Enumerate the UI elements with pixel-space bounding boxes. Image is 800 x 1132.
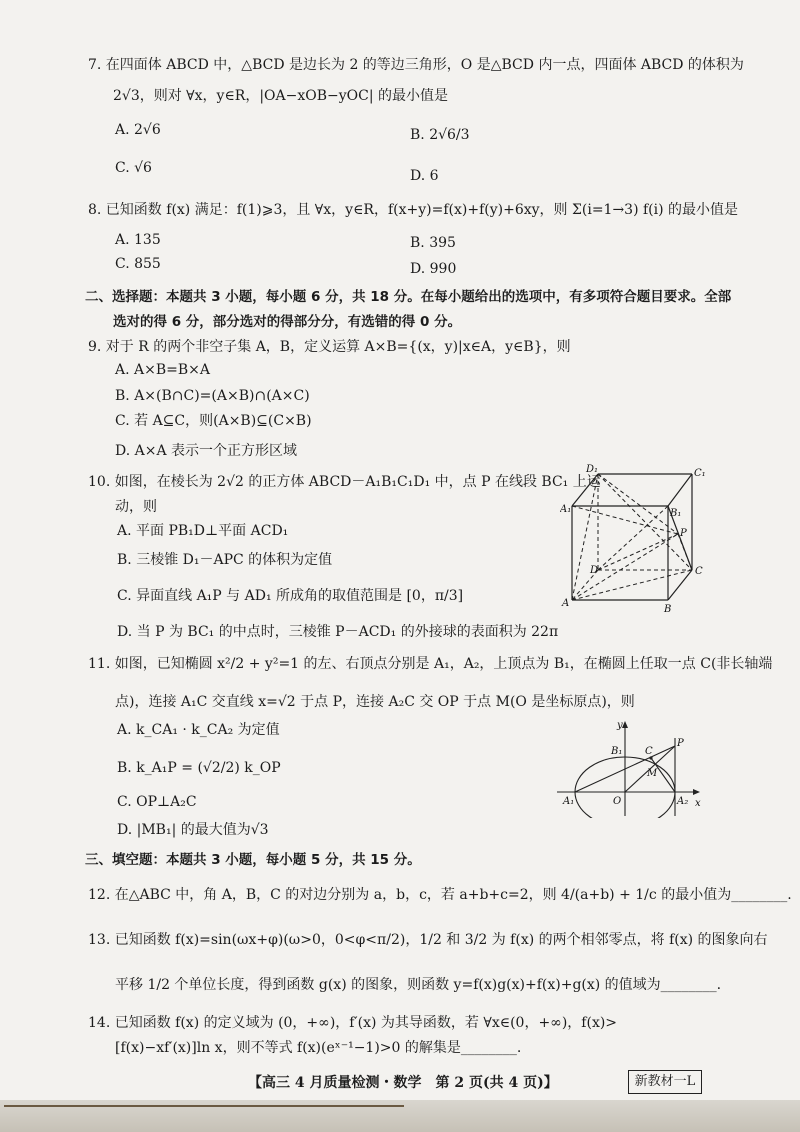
- label-p: P: [680, 528, 687, 539]
- label-b1: B₁: [611, 746, 623, 757]
- q8-option-c: C. 855: [115, 256, 161, 272]
- q7-option-b: B. 2√6/3: [410, 127, 470, 143]
- label-c: C: [645, 746, 653, 757]
- section2-heading-line2: 选对的得 6 分，部分选对的得部分分，有选错的得 0 分。: [113, 314, 462, 330]
- q9-option-b: B. A×(B∩C)=(A×B)∩(A×C): [115, 388, 310, 404]
- label-o: O: [613, 796, 622, 807]
- section3-heading: 三、填空题：本题共 3 小题，每小题 5 分，共 15 分。: [85, 852, 421, 868]
- q11-option-b: B. k_A₁P = (√2/2) k_OP: [117, 760, 281, 776]
- label-a: A: [562, 598, 570, 609]
- q8-option-b: B. 395: [410, 235, 456, 251]
- label-d: D: [590, 565, 599, 576]
- q11-option-a: A. k_CA₁ · k_CA₂ 为定值: [117, 722, 280, 738]
- label-b: B: [664, 604, 672, 614]
- label-a1: A₁: [560, 504, 572, 515]
- q8-option-a: A. 135: [115, 232, 161, 248]
- label-a1: A₁: [563, 796, 575, 807]
- q14-stem-line2: [f(x)−xf′(x)]ln x，则不等式 f(x)(eˣ⁻¹−1)>0 的解集是________.: [115, 1040, 522, 1056]
- q10-stem-line2: 动，则: [115, 499, 157, 515]
- q9-stem: 9. 对于 R 的两个非空子集 A，B，定义运算 A×B={(x，y)|x∈A，y∈B}，则: [88, 339, 571, 355]
- edition-badge: 新教材一L: [628, 1070, 702, 1094]
- q13-stem-line2: 平移 1/2 个单位长度，得到函数 g(x) 的图象，则函数 y=f(x)g(x)+f(x)+g(x) 的值域为________.: [115, 977, 722, 993]
- q11-option-d: D. |MB₁| 的最大值为√3: [117, 822, 269, 838]
- q14-stem-line1: 14. 已知函数 f(x) 的定义域为 (0，+∞)，f′(x) 为其导函数，若 ∀x∈(0，+∞)，f(x)>: [88, 1015, 618, 1031]
- label-d1: D₁: [586, 464, 599, 475]
- q8-option-d: D. 990: [410, 261, 457, 277]
- q10-option-b: B. 三棱锥 D₁－APC 的体积为定值: [117, 552, 333, 568]
- q8-stem: 8. 已知函数 f(x) 满足：f(1)⩾3，且 ∀x，y∈R，f(x+y)=f(x)+f(y)+6xy，则 Σ(i=1→3) f(i) 的最小值是: [88, 202, 739, 218]
- q11-option-c: C. OP⊥A₂C: [117, 794, 197, 810]
- q10-option-d: D. 当 P 为 BC₁ 的中点时，三棱锥 P－ACD₁ 的外接球的表面积为 22π: [117, 624, 559, 640]
- q7-option-a: A. 2√6: [115, 122, 161, 138]
- q7-stem-line2: 2√3，则对 ∀x，y∈R，|OA−xOB−yOC| 的最小值是: [113, 88, 449, 104]
- q7-option-c: C. √6: [115, 160, 152, 176]
- q10-option-c: C. 异面直线 A₁P 与 AD₁ 所成角的取值范围是 [0，π/3]: [117, 588, 464, 604]
- label-c: C: [695, 566, 703, 577]
- q11-stem-line1: 11. 如图，已知椭圆 x²/2 + y²=1 的左、右顶点分别是 A₁，A₂，上顶点为 B₁，在椭圆上任取一点 C(非长轴端: [88, 656, 773, 672]
- label-m: M: [647, 768, 658, 779]
- ellipse-figure: [555, 718, 705, 818]
- q10-stem-line1: 10. 如图，在棱长为 2√2 的正方体 ABCD－A₁B₁C₁D₁ 中，点 P 在线段 BC₁ 上运: [88, 474, 601, 490]
- q7-option-d: D. 6: [410, 168, 439, 184]
- label-b1: B₁: [670, 508, 682, 519]
- q9-option-c: C. 若 A⊆C，则(A×B)⊆(C×B): [115, 413, 312, 429]
- label-axis-x: x: [695, 798, 701, 809]
- label-axis-y: y: [617, 720, 623, 731]
- q9-option-a: A. A×B=B×A: [115, 362, 210, 378]
- q12-stem: 12. 在△ABC 中，角 A，B，C 的对边分别为 a，b，c，若 a+b+c=2，则 4/(a+b) + 1/c 的最小值为________.: [88, 887, 792, 903]
- q9-option-d: D. A×A 表示一个正方形区域: [115, 443, 298, 459]
- label-c1: C₁: [694, 468, 706, 479]
- section2-heading-line1: 二、选择题：本题共 3 小题，每小题 6 分，共 18 分。在每小题给出的选项中，有多项符合题目要求。全部: [85, 289, 732, 305]
- scan-rule: [4, 1105, 404, 1107]
- label-a2: A₂: [677, 796, 689, 807]
- cube-figure: [560, 462, 710, 614]
- page-footer: 【高三 4 月质量检测・数学 第 2 页(共 4 页)】: [248, 1075, 558, 1091]
- q11-stem-line2: 点)，连接 A₁C 交直线 x=√2 于点 P，连接 A₂C 交 OP 于点 M(O 是坐标原点)，则: [115, 694, 635, 710]
- q13-stem-line1: 13. 已知函数 f(x)=sin(ωx+φ)(ω>0，0<φ<π/2)，1/2 和 3/2 为 f(x) 的两个相邻零点，将 f(x) 的图象向右: [88, 932, 768, 948]
- q10-option-a: A. 平面 PB₁D⊥平面 ACD₁: [117, 523, 289, 539]
- label-p: P: [677, 738, 684, 749]
- q7-stem-line1: 7. 在四面体 ABCD 中，△BCD 是边长为 2 的等边三角形，O 是△BCD 内一点，四面体 ABCD 的体积为: [88, 57, 744, 73]
